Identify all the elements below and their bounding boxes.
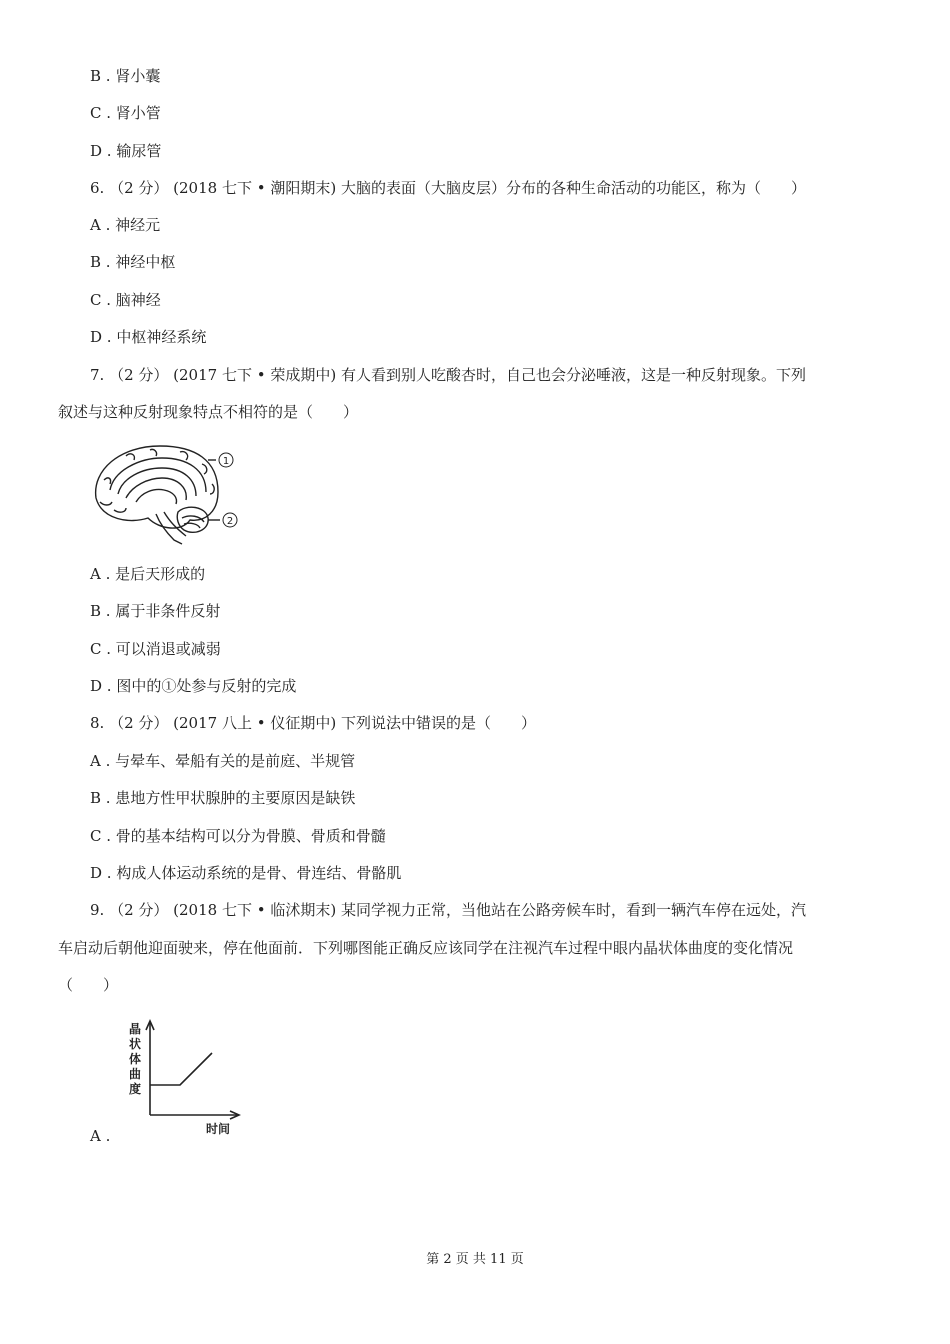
svg-text:1: 1 <box>222 456 230 467</box>
text-line: A . 是后天形成的 <box>90 565 206 583</box>
text-line: 6. （2 分） (2018 七下 • 潮阳期末) 大脑的表面（大脑皮层）分布的各种生命活动的功能区，称为（ ） <box>90 179 806 197</box>
text-line: （ ） <box>58 976 119 994</box>
text-line: C . 骨的基本结构可以分为骨膜、骨质和骨髓 <box>90 827 386 845</box>
svg-text:度: 度 <box>129 1082 142 1096</box>
text-line: C . 肾小管 <box>90 104 161 122</box>
text-line: 7. （2 分） (2017 七下 • 荣成期中) 有人看到别人吃酸杏时，自己也会分泌唾液，这是一种反射现象。下列 <box>90 366 806 384</box>
text-line: B . 属于非条件反射 <box>90 602 221 620</box>
text-line: B . 肾小囊 <box>90 67 161 85</box>
text-line: 8. （2 分） (2017 八上 • 仪征期中) 下列说法中错误的是（ ） <box>90 714 536 732</box>
svg-text:状: 状 <box>129 1037 142 1051</box>
text-line: 车启动后朝他迎面驶来，停在他面前．下列哪图能正确反应该同学在注视汽车过程中眼内晶状体曲度的变化情况 <box>58 939 794 957</box>
text-line: A . 神经元 <box>90 216 161 234</box>
text-line: 9. （2 分） (2018 七下 • 临沭期末) 某同学视力正常，当他站在公路旁候车时，看到一辆汽车停在远处，汽 <box>90 901 806 919</box>
svg-text:晶: 晶 <box>129 1022 142 1036</box>
svg-text:2: 2 <box>226 516 234 527</box>
text-line: A . 与晕车、晕船有关的是前庭、半规管 <box>90 752 356 770</box>
text-line: D . 中枢神经系统 <box>90 328 207 346</box>
y-axis-label <box>129 1021 141 1096</box>
x-axis-label: 时间 <box>206 1122 231 1136</box>
text-line: B . 患地方性甲状腺肿的主要原因是缺铁 <box>90 789 356 807</box>
text-line: C . 可以消退或减弱 <box>90 640 221 658</box>
text-line: D . 输尿管 <box>90 142 162 160</box>
text-line: B . 神经中枢 <box>90 253 176 271</box>
svg-text:体: 体 <box>129 1052 142 1066</box>
text-line: A . <box>90 1127 111 1145</box>
text-line: 叙述与这种反射现象特点不相符的是（ ） <box>58 403 359 421</box>
text-line: D . 图中的①处参与反射的完成 <box>90 677 297 695</box>
page-footer: 第 2 页 共 11 页 <box>426 1252 524 1267</box>
curve-line <box>150 1053 212 1085</box>
brain-figure <box>90 440 250 550</box>
text-line: D . 构成人体运动系统的是骨、骨连结、骨骼肌 <box>90 864 402 882</box>
svg-text:曲: 曲 <box>129 1067 142 1081</box>
text-line: C . 脑神经 <box>90 291 161 309</box>
lens-curvature-graph <box>120 1015 250 1140</box>
